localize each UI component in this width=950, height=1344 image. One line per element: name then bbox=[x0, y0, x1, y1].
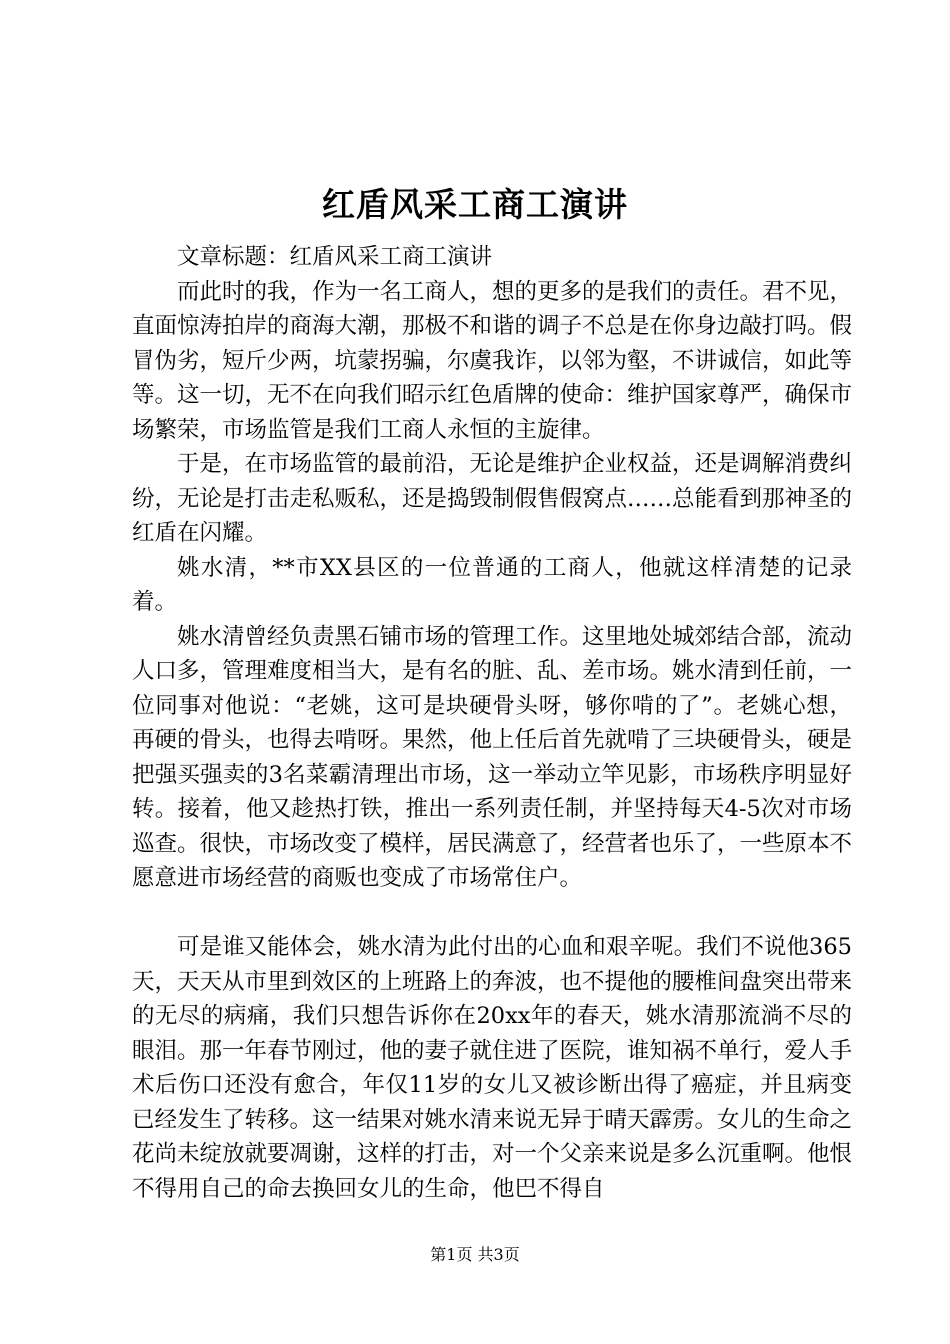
page-footer: 第1页 共3页 bbox=[430, 1245, 520, 1264]
paragraph-frontline: 于是，在市场监管的最前沿，无论是维护企业权益，还是调解消费纠纷，无论是打击走私贩私，还是捣毁制假售假窝点……总能看到那神圣的红盾在闪耀。 bbox=[132, 451, 853, 546]
document-title: 红盾风采工商工演讲 bbox=[322, 185, 628, 224]
paragraph-hardship: 可是谁又能体会，姚水清为此付出的心血和艰辛呢。我们不说他365天，天天从市里到效区的上班路上的奔波，也不提他的腰椎间盘突出带来的无尽的病痛，我们只想告诉你在20xx年的春天，姚水清那流淌不尽的眼泪。那一年春节刚过，他的妻子就住进了医院，谁知祸不单行，爱人手术后伤口还没有愈合，年仅11岁的女儿又被诊断出得了癌症，并且病变已经发生了转移。这一结果对姚水清来说无异于晴天霹雳。女儿的生命之花尚未绽放就要凋谢，这样的打击，对一个父亲来说是多么沉重啊。他恨不得用自己的命去换回女儿的生命，他巴不得自 bbox=[132, 934, 853, 1202]
paragraph-market-management: 姚水清曾经负责黑石铺市场的管理工作。这里地处城郊结合部，流动人口多，管理难度相当大，是有名的脏、乱、差市场。姚水清到任前，一位同事对他说：“老姚，这可是块硬骨头呀，够你啃的了”。老姚心想，再硬的骨头，也得去啃呀。果然，他上任后首先就啃了三块硬骨头，硬是把强买强卖的3名菜霸清理出市场，这一举动立竿见影，市场秩序明显好转。接着，他又趁热打铁，推出一系列责任制，并坚持每天4-5次对市场巡查。很快，市场改变了模样，居民满意了，经营者也乐了，一些原本不愿意进市场经营的商贩也变成了市场常住户。 bbox=[132, 623, 853, 891]
document-body bbox=[132, 240, 852, 1206]
paragraph-responsibility: 而此时的我，作为一名工商人，想的更多的是我们的责任。君不见，直面惊涛拍岸的商海大潮，那极不和谐的调子不总是在你身边敲打吗。假冒伪劣，短斤少两，坑蒙拐骗，尔虞我诈，以邻为壑，不讲诚信，如此等等。这一切，无不在向我们昭示红色盾牌的使命：维护国家尊严，确保市场繁荣，市场监管是我们工商人永恒的主旋律。 bbox=[132, 278, 853, 443]
paragraph-introduction: 姚水清，**市XX县区的一位普通的工商人，他就这样清楚的记录着。 bbox=[132, 554, 852, 615]
article-title-line: 文章标题：红盾风采工商工演讲 bbox=[177, 244, 493, 270]
